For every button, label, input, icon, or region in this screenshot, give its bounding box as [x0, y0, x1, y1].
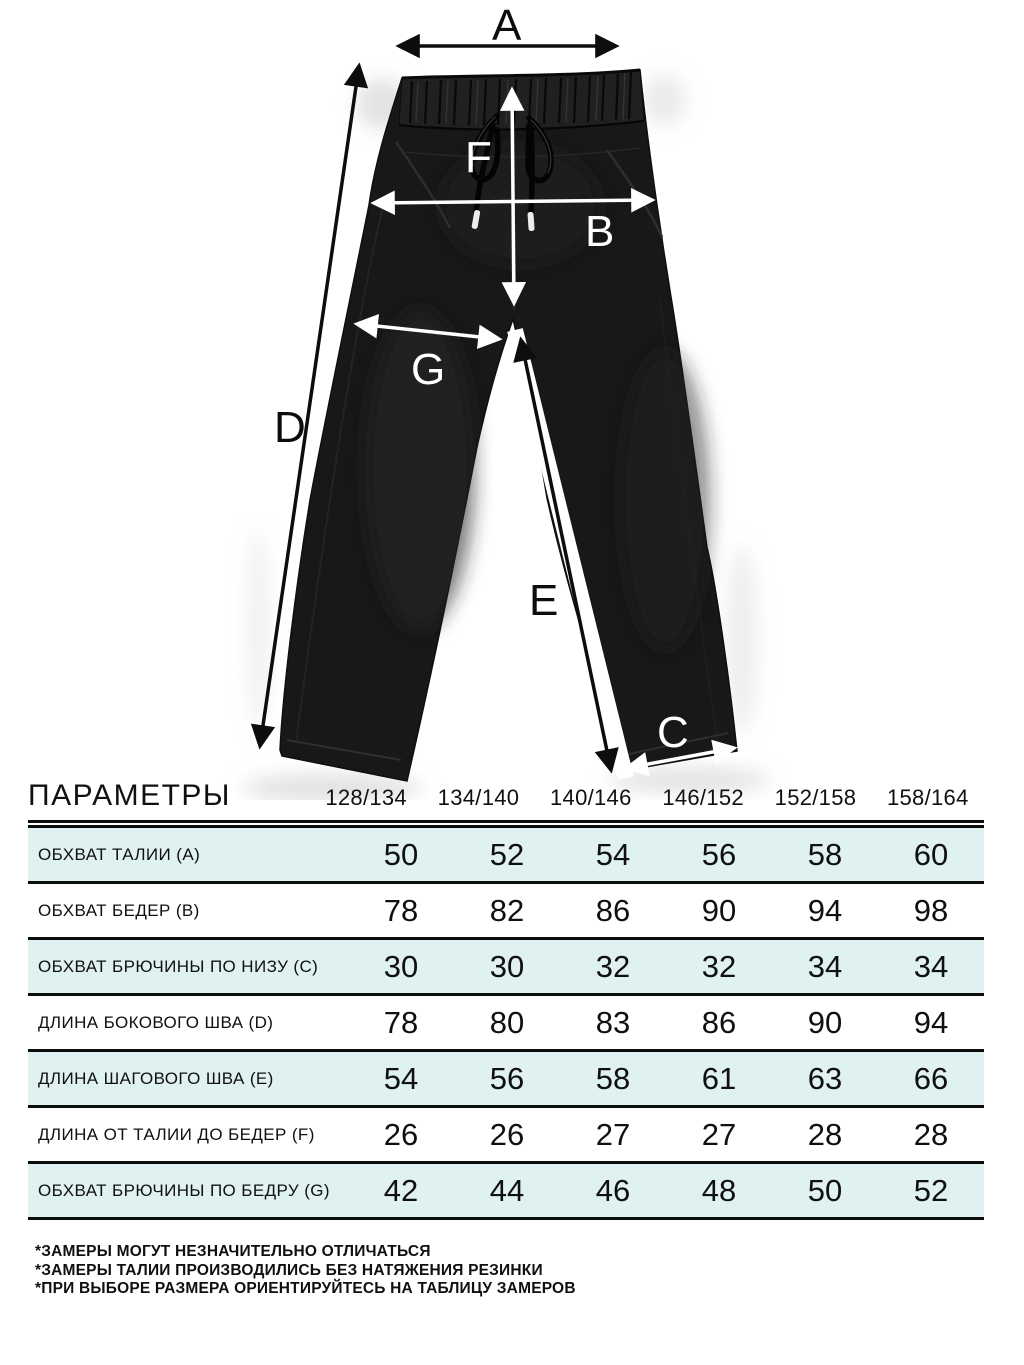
size-value: 58 [595, 1060, 631, 1096]
row-label: ДЛИНА ОТ ТАЛИИ ДО БЕДЕР (F) [38, 1124, 315, 1144]
row-label: ДЛИНА БОКОВОГО ШВА (D) [38, 1012, 274, 1032]
size-value: 44 [489, 1172, 525, 1208]
size-value: 78 [383, 892, 419, 928]
footnote: *ЗАМЕРЫ МОГУТ НЕЗНАЧИТЕЛЬНО ОТЛИЧАТЬСЯ [35, 1243, 431, 1260]
size-value: 90 [701, 892, 737, 928]
size-value: 98 [913, 892, 949, 928]
size-value: 27 [595, 1116, 631, 1152]
table-row [28, 940, 984, 996]
table-header [28, 779, 984, 828]
size-value: 90 [807, 1004, 843, 1040]
size-value: 46 [595, 1172, 631, 1208]
row-label: ОБХВАТ ТАЛИИ (A) [38, 844, 201, 864]
size-value: 86 [595, 892, 631, 928]
size-value: 63 [807, 1060, 843, 1096]
size-value: 48 [701, 1172, 737, 1208]
measure-letter-a: A [492, 1, 522, 50]
size-value: 56 [701, 836, 737, 872]
size-value: 80 [489, 1004, 525, 1040]
size-value: 50 [383, 836, 419, 872]
waistband [399, 70, 644, 130]
size-header: 134/140 [437, 785, 520, 810]
size-header: 152/158 [774, 785, 857, 810]
size-value: 52 [913, 1172, 949, 1208]
size-value: 30 [489, 948, 525, 984]
table-row [28, 828, 984, 884]
table-title: ПАРАМЕТРЫ [28, 779, 231, 812]
table-row [28, 996, 984, 1052]
row-label: ОБХВАТ БЕДЕР (B) [38, 900, 200, 920]
size-value: 34 [807, 948, 843, 984]
size-value: 42 [383, 1172, 419, 1208]
size-table [28, 779, 984, 1220]
size-value: 83 [595, 1004, 631, 1040]
size-value: 82 [489, 892, 525, 928]
size-value: 94 [913, 1004, 949, 1040]
footnotes [35, 1243, 576, 1299]
size-value: 66 [913, 1060, 949, 1096]
measure-letter-e: E [529, 576, 559, 625]
size-value: 54 [595, 836, 631, 872]
table-row [28, 1052, 984, 1108]
size-header: 140/146 [550, 785, 632, 810]
size-value: 61 [701, 1060, 737, 1096]
footnote: *ПРИ ВЫБОРЕ РАЗМЕРА ОРИЕНТИРУЙТЕСЬ НА ТАБЛИЦУ ЗАМЕРОВ [35, 1280, 576, 1297]
table-row [28, 884, 984, 940]
size-value: 54 [383, 1060, 419, 1096]
size-value: 86 [701, 1004, 737, 1040]
size-value: 94 [807, 892, 843, 928]
row-label: ОБХВАТ БРЮЧИНЫ ПО НИЗУ (C) [38, 956, 319, 976]
table-row [28, 1164, 984, 1220]
size-value: 50 [807, 1172, 843, 1208]
size-value: 56 [489, 1060, 525, 1096]
table-row [28, 1108, 984, 1164]
measure-letter-b: B [585, 207, 615, 256]
measure-letter-c: C [657, 708, 689, 757]
measure-letter-g: G [411, 345, 446, 394]
size-value: 27 [701, 1116, 737, 1152]
measure-letter-f: F [465, 133, 492, 182]
size-value: 28 [913, 1116, 949, 1152]
measure-arrow-f [512, 90, 514, 303]
size-value: 52 [489, 836, 525, 872]
row-label: ДЛИНА ШАГОВОГО ШВА (E) [38, 1068, 274, 1088]
size-value: 30 [383, 948, 419, 984]
measure-letter-d: D [274, 403, 306, 452]
size-value: 28 [807, 1116, 843, 1152]
size-header: 146/152 [662, 785, 744, 810]
size-value: 60 [913, 836, 949, 872]
size-value: 32 [595, 948, 631, 984]
size-header: 128/134 [325, 785, 407, 810]
footnote: *ЗАМЕРЫ ТАЛИИ ПРОИЗВОДИЛИСЬ БЕЗ НАТЯЖЕНИЯ РЕЗИНКИ [35, 1261, 543, 1279]
row-label: ОБХВАТ БРЮЧИНЫ ПО БЕДРУ (G) [38, 1180, 330, 1200]
size-value: 26 [383, 1116, 419, 1152]
size-value: 34 [913, 948, 949, 984]
size-header: 158/164 [886, 785, 969, 810]
size-value: 26 [489, 1116, 525, 1152]
size-value: 78 [383, 1004, 419, 1040]
size-value: 58 [807, 836, 843, 872]
size-value: 32 [701, 948, 737, 984]
